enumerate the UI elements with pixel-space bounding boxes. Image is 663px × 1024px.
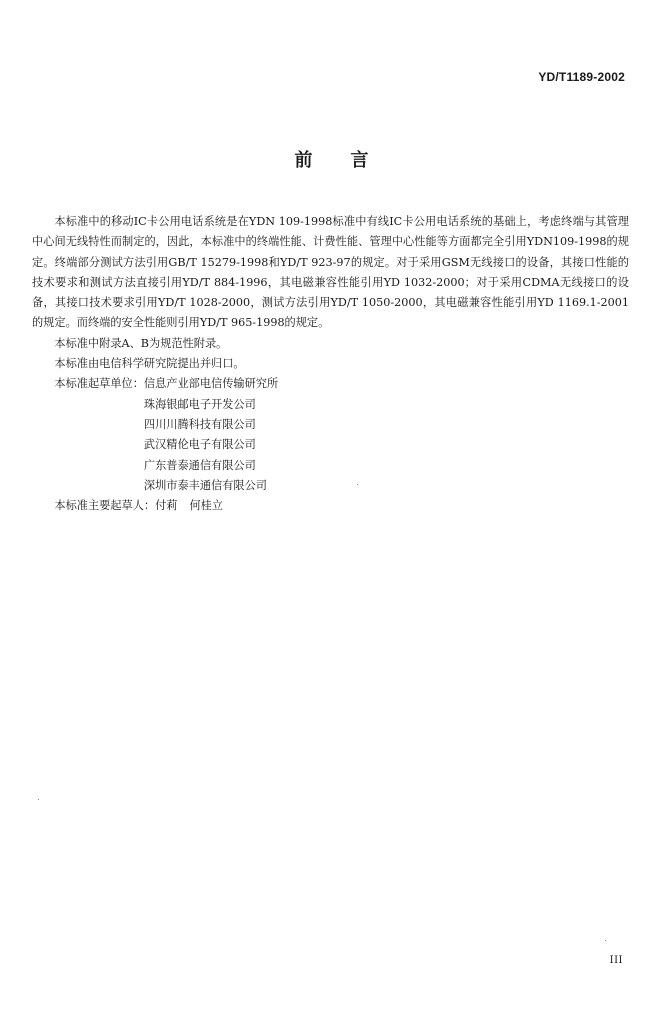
drafting-unit: 深圳市泰丰通信有限公司: [143, 478, 267, 492]
standard-code: YD/T1189-2002: [538, 70, 625, 84]
drafter-name: 付莉: [155, 499, 178, 513]
drafters-block: [32, 496, 629, 516]
appendix-statement: 本标准中附录A、B为规范性附录。: [54, 336, 228, 350]
drafting-unit: 信息产业部电信传输研究所: [143, 377, 279, 391]
proposer-statement: 本标准由电信科学研究院提出并归口。: [54, 357, 245, 371]
scan-speck: [357, 484, 358, 485]
scan-speck: [605, 940, 606, 941]
drafting-unit: 武汉精伦电子有限公司: [143, 438, 256, 452]
scan-speck: [38, 799, 39, 800]
drafting-unit: 四川川腾科技有限公司: [143, 417, 256, 431]
drafting-units-block: [32, 374, 629, 496]
name-spacer: [177, 496, 189, 516]
foreword-body: [32, 212, 629, 516]
drafter-name: 何桂立: [189, 499, 224, 513]
drafting-units-list: [144, 374, 278, 496]
drafting-unit: 珠海银邮电子开发公司: [143, 397, 256, 411]
drafting-units-label: 本标准起草单位：: [54, 377, 144, 391]
drafters-label: 本标准主要起草人：: [54, 499, 156, 513]
page-number: III: [609, 955, 623, 966]
drafting-unit: 广东普泰通信有限公司: [143, 458, 256, 472]
page-title: 前言: [294, 150, 407, 171]
foreword-paragraph: 本标准中的移动IC卡公用电话系统是在YDN 109-1998标准中有线IC卡公用电话系统的基础上，考虑终端与其管理中心间无线特性而制定的，因此，本标准中的终端性能、计费性能、管理中心性能等方面都完全引用YDN109-1998的规定。终端部分测试方法引用GB/T 15279-1998和YD/T 923-97的规定。对于采用GSM无线接口的设备，其接口性能的技术要求和测试方法直接引用YD/T 884-1996，其电磁兼容性能引用YD 1032-2000；对于采用CDMA无线接口的设备，其接口技术要求引用YD/T 1028-2000，测试方法引用YD/T 1050-2000，其电磁兼容性能引用YD 1169.1-2001的规定。而终端的安全性能则引用YD/T 965-1998的规定。: [32, 215, 629, 330]
